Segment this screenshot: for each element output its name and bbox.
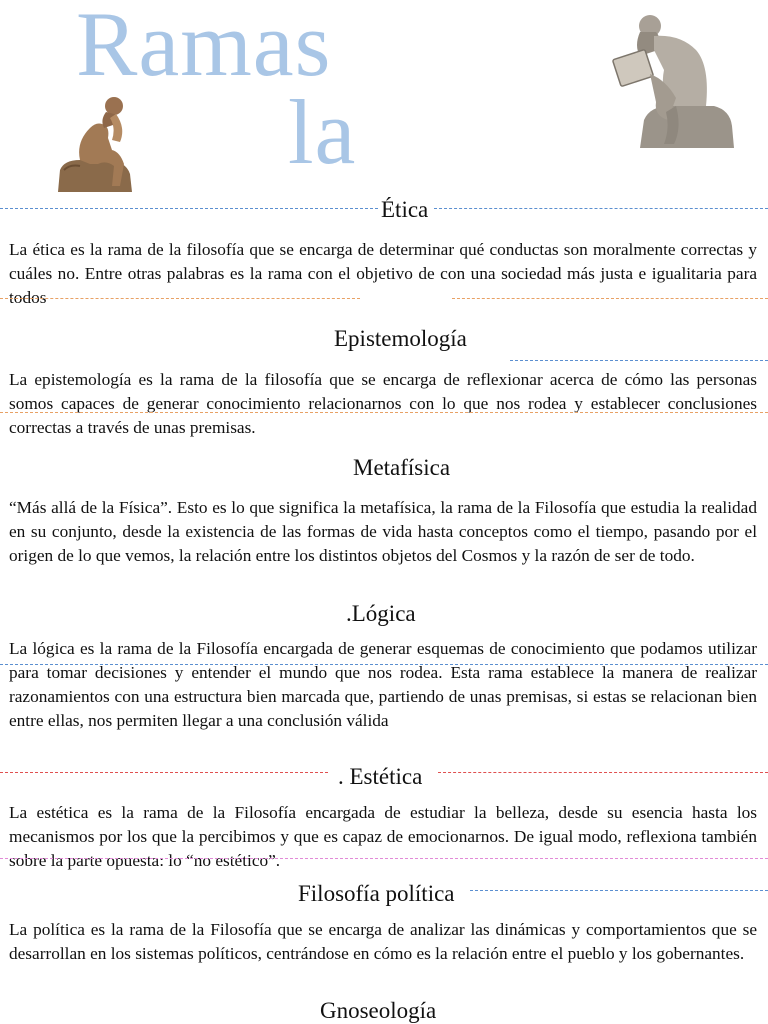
thinker-statue-icon bbox=[50, 94, 140, 194]
divider bbox=[0, 858, 768, 859]
section-heading-etica: Ética bbox=[381, 197, 429, 222]
section-heading-logica: .Lógica bbox=[346, 601, 416, 626]
divider bbox=[0, 772, 328, 773]
section-text-etica: La ética es la rama de la filosofía que se encarga de determinar qué conductas son moralmente correctas y cuáles no. Entre otras palabras es la rama con el objetivo de con una sociedad más justa e igualitaria para todos bbox=[9, 240, 757, 307]
section-heading-estetica: . Estética bbox=[338, 764, 423, 789]
reading-philosopher-statue-icon bbox=[610, 10, 738, 150]
divider bbox=[0, 412, 768, 413]
section-heading-epistemologia: Epistemología bbox=[334, 326, 467, 351]
divider bbox=[510, 360, 768, 361]
divider bbox=[438, 772, 768, 773]
divider bbox=[452, 298, 768, 299]
section-heading-metafisica: Metafísica bbox=[353, 455, 451, 480]
divider bbox=[434, 208, 768, 209]
section-text-estetica: La estética es la rama de la Filosofía encargada de estudiar la belleza, desde su esencia hasta los mecanismos por los que la percibimos y que es capaz de emocionarnos. De igual modo, reflexiona también sobre la parte opuesta: lo “no estético”. bbox=[9, 803, 757, 870]
section-heading-filosofia-politica: Filosofía política bbox=[298, 881, 455, 906]
divider bbox=[470, 890, 768, 891]
section-text-filosofia-politica: La política es la rama de la Filosofía que se encarga de analizar las dinámicas y comportamientos que se desarrollan en los sistemas políticos, centrándose en cómo es la relación entre el pueblo y los gobernantes. bbox=[9, 920, 757, 963]
divider bbox=[0, 298, 360, 299]
title-la: la bbox=[288, 81, 357, 183]
divider bbox=[0, 664, 768, 665]
section-text-metafisica: “Más allá de la Física”. Esto es lo que significa la metafísica, la rama de la Filosofía que estudia la realidad en su conjunto, desde la existencia de las formas de vida hasta conceptos como el tiempo, pasando por el origen de lo que vemos, la relación entre los distintos objetos del Cosmos y la razón de ser de todo. bbox=[9, 498, 757, 565]
section-text-epistemologia: La epistemología es la rama de la filosofía que se encarga de reflexionar acerca de cómo las personas somos capaces de generar conocimiento relacionarnos con lo que nos rodea y establecer conclusiones correctas a través de unas premisas. bbox=[9, 370, 757, 437]
divider bbox=[0, 208, 378, 209]
section-heading-gnoseologia: Gnoseología bbox=[320, 998, 437, 1023]
section-text-logica: La lógica es la rama de la Filosofía encargada de generar esquemas de conocimiento que podamos utilizar para tomar decisiones y entender el mundo que nos rodea. Esta rama establece la manera de realizar razonamientos con una estructura bien marcada que, partiendo de unas premisas, si estas se relacionan bien entre ellas, nos permiten llegar a una conclusión válida bbox=[9, 639, 757, 730]
title-ramas: Ramas bbox=[76, 0, 332, 95]
